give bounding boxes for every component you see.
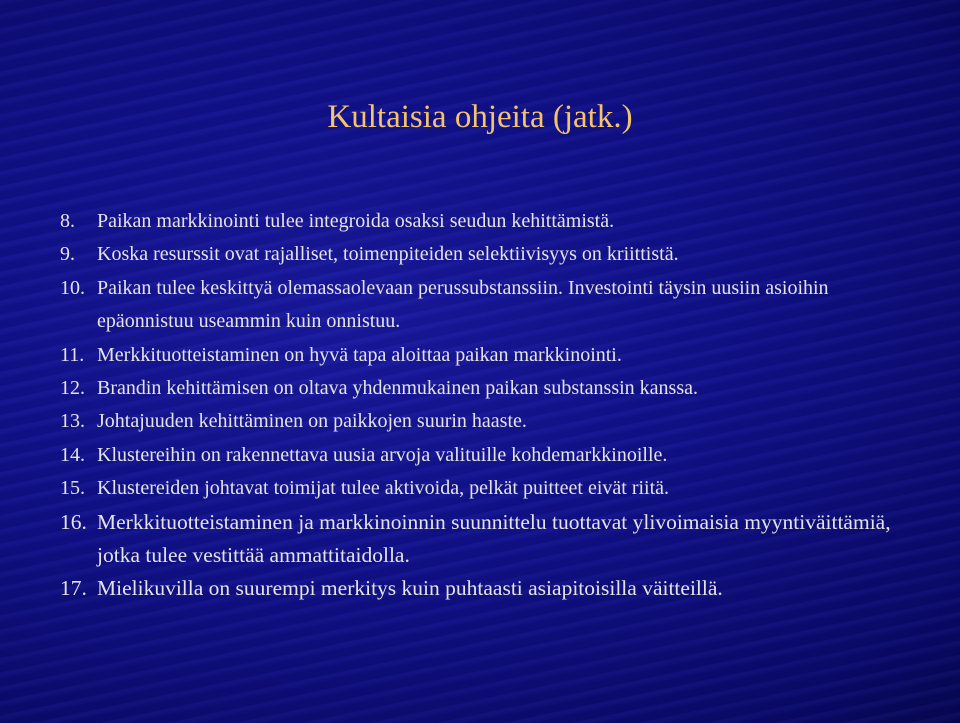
item-number: 9.	[60, 243, 75, 266]
guideline-list	[60, 205, 900, 606]
item-text: Klustereihin on rakennettava uusia arvoja valituille kohdemarkkinoille.	[97, 443, 668, 466]
item-text: Johtajuuden kehittäminen on paikkojen suurin haaste.	[97, 410, 527, 433]
item-text: Merkkituotteistaminen on hyvä tapa aloittaa paikan markkinointi.	[97, 343, 622, 366]
list-item	[60, 238, 900, 271]
list-item	[60, 472, 900, 505]
item-text: Merkkituotteistaminen ja markkinoinnin suunnittelu tuottavat ylivoimaisia myyntiväittämiä, jotka tulee vestittää ammattitaidolla.	[97, 509, 891, 568]
item-text: Mielikuvilla on suurempi merkitys kuin puhtaasti asiapitoisilla väitteillä.	[97, 576, 723, 601]
list-item	[60, 272, 900, 339]
item-number: 8.	[60, 210, 75, 232]
item-number: 13.	[60, 410, 85, 433]
item-number: 17.	[60, 576, 87, 601]
list-item	[60, 572, 900, 605]
item-text: Klustereiden johtavat toimijat tulee aktivoida, pelkät puitteet eivät riitä.	[97, 477, 670, 500]
item-text: Paikan markkinointi tulee integroida osaksi seudun kehittämistä.	[97, 210, 615, 232]
item-text: Brandin kehittämisen on oltava yhdenmukainen paikan substanssin kanssa.	[97, 377, 698, 400]
list-item	[60, 205, 900, 238]
slide-title: Kultaisia ohjeita (jatk.)	[327, 99, 633, 135]
item-text: Paikan tulee keskittyä olemassaolevaan perussubstanssiin. Investointi täysin uusiin asioihin epäonnistuu useammin kuin onnistuu.	[97, 276, 829, 333]
item-text: Koska resurssit ovat rajalliset, toimenpiteiden selektiivisyys on kriittistä.	[97, 243, 679, 266]
item-number: 16.	[60, 509, 87, 534]
list-item	[60, 506, 900, 573]
item-number: 11.	[60, 343, 85, 366]
item-number: 14.	[60, 443, 85, 466]
item-number: 15.	[60, 477, 85, 500]
list-item	[60, 439, 900, 472]
item-number: 12.	[60, 377, 85, 400]
list-item	[60, 339, 900, 372]
list-item	[60, 405, 900, 438]
list-item	[60, 372, 900, 405]
item-number: 10.	[60, 276, 85, 299]
